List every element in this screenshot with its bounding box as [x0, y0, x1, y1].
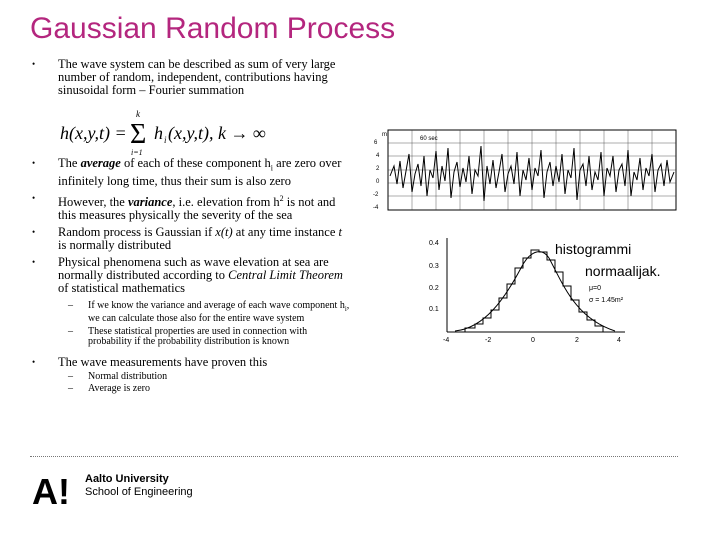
- subscript: i: [270, 163, 274, 173]
- sub-dash: –: [68, 370, 73, 382]
- tick-label: 4: [376, 153, 380, 159]
- time-annotation: 60 sec: [420, 136, 438, 142]
- tick-label: 0: [376, 179, 380, 185]
- bullet-dot: •: [32, 158, 36, 168]
- emphasis-clt: Central Limit Theorem: [228, 267, 343, 282]
- footer-divider: [30, 456, 678, 457]
- label-normal: normaalijak.: [585, 263, 661, 279]
- sub-text: These statistical properties are used in connection with probability if the probability distribution is known: [88, 325, 308, 348]
- hist-y-ticks: [429, 240, 439, 313]
- emphasis-variance: variance: [127, 194, 173, 209]
- sub-dash: –: [68, 383, 73, 395]
- bullet-text: The wave system can be described as sum of very large number of random, independent, contributions having sinusoidal form – Fourier summation: [58, 57, 336, 97]
- fourier-formula: [58, 109, 288, 159]
- label-histogram: histogrammi: [555, 241, 632, 257]
- histogram-steps: [465, 250, 603, 332]
- subbullet-probability: [30, 327, 350, 348]
- tick-label: 6: [374, 140, 378, 146]
- sub-dash: –: [68, 299, 73, 311]
- bullet-text: Physical phenomena such as wave elevation at sea are normally distributed according to: [58, 254, 329, 282]
- bullet-measurements: [30, 356, 350, 369]
- tick-label: -2: [485, 337, 492, 344]
- bullet-dot: •: [32, 226, 36, 237]
- sub-text: , we can calculate those also for the entire wave system: [88, 299, 350, 325]
- tick-label: -4: [443, 337, 450, 344]
- tick-label: 2: [575, 337, 579, 344]
- bullet-dot: •: [32, 59, 36, 69]
- emphasis-average: average: [80, 156, 121, 170]
- bullet-text: is normally distributed: [58, 237, 172, 252]
- formula-rhs-args: (x,y,t), k → ∞: [168, 123, 266, 143]
- tick-label: 2: [376, 166, 380, 172]
- tick-label: -4: [373, 205, 379, 211]
- bullet-dot: •: [32, 356, 36, 367]
- tick-label: 0.1: [429, 306, 439, 313]
- bullet-fourier: [30, 58, 350, 97]
- formula-rhs-sub: i: [164, 135, 167, 145]
- bullet-text: However, the: [58, 194, 128, 209]
- tick-label: 0.2: [429, 285, 439, 292]
- subbullet-variance-average: [30, 301, 350, 325]
- sub-text: Normal distribution: [88, 370, 168, 382]
- formula-sigma: Σ: [130, 119, 147, 150]
- slide-title: Gaussian Random Process: [30, 12, 396, 45]
- bullet-average: [30, 157, 350, 188]
- tick-label: 4: [617, 337, 621, 344]
- tick-label: 0.3: [429, 263, 439, 270]
- label-mu: μ=0: [589, 285, 602, 292]
- emphasis-xt: x(t): [215, 224, 233, 239]
- subscript: i: [344, 304, 347, 313]
- bullet-text: of statistical mathematics: [58, 280, 186, 295]
- formula-upper: k: [136, 109, 140, 119]
- bullet-text: The wave measurements have proven this: [58, 354, 268, 369]
- sub-dash: –: [68, 325, 73, 337]
- tick-label: -2: [373, 192, 379, 198]
- aalto-logo: [32, 472, 76, 508]
- wave-y-ticks: [373, 140, 380, 211]
- logo-mark: !: [58, 472, 70, 508]
- subbullet-normal: [30, 372, 350, 383]
- emphasis-t: t: [338, 224, 342, 239]
- formula-lower: i=1: [131, 148, 143, 157]
- formula-rhs: h: [154, 123, 163, 143]
- hist-x-ticks: [443, 337, 621, 344]
- bullet-variance: [30, 192, 350, 222]
- histogram-figure: [425, 228, 695, 348]
- superscript: 2: [279, 193, 284, 203]
- bullet-text: are zero over infinitely long time, thus their sum is also zero: [58, 156, 342, 188]
- subbullet-zero: [30, 384, 350, 395]
- tick-label: 0: [531, 337, 535, 344]
- bullet-text: Random process is Gaussian if: [58, 224, 216, 239]
- wave-record-figure: [370, 126, 680, 216]
- bullet-text: is not and this measures physically the severity of the sea: [58, 194, 336, 222]
- school-name: School of Engineering: [85, 486, 193, 498]
- sub-text: Average is zero: [88, 383, 151, 395]
- university-name: Aalto University: [85, 473, 169, 485]
- y-unit-label: m: [382, 132, 387, 138]
- tick-label: 0.4: [429, 240, 439, 247]
- sub-text: If we know the variance and average of each wave component h: [88, 299, 345, 311]
- bullet-text: at any time instance: [232, 224, 339, 239]
- bullet-dot: •: [32, 256, 36, 267]
- bullet-text: The: [58, 156, 81, 170]
- label-sigma: σ = 1.45m²: [589, 297, 624, 304]
- bullet-text: of each of these component h: [120, 156, 271, 170]
- bullet-text: , i.e. elevation from h: [172, 194, 280, 209]
- bullet-dot: •: [32, 192, 36, 203]
- bullet-gaussian: [30, 226, 350, 252]
- logo-letter: A: [32, 472, 58, 508]
- bullet-physical: [30, 256, 350, 295]
- formula-lhs: h(x,y,t) =: [60, 123, 127, 143]
